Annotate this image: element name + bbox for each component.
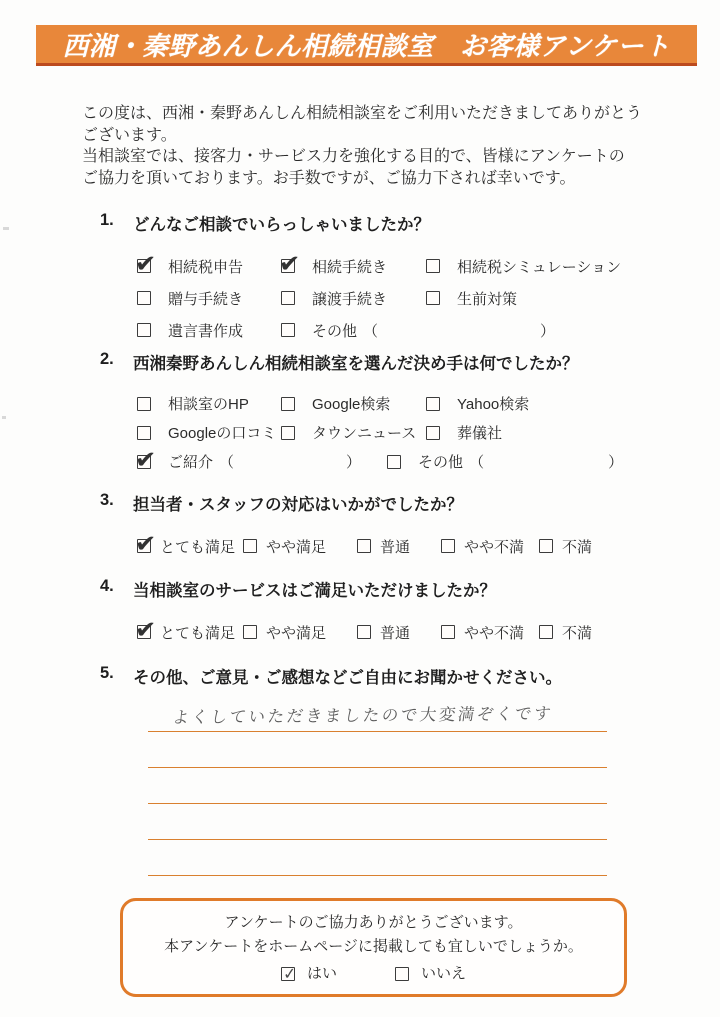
option-label: 遺言書作成 [168, 322, 244, 340]
option-label: 普通 [380, 538, 411, 556]
checkbox[interactable] [134, 528, 157, 559]
answer-line[interactable] [148, 839, 607, 840]
option-label: 普通 [380, 624, 411, 642]
question-4 [0, 577, 720, 647]
checkbox[interactable] [395, 967, 409, 981]
option-label: 譲渡手続き [312, 290, 388, 308]
option-label: はい [306, 965, 337, 982]
checkbox[interactable] [281, 426, 295, 440]
check-mark-icon: ✔ [134, 443, 157, 475]
checkbox[interactable] [134, 443, 157, 475]
checkbox-option[interactable] [441, 536, 539, 557]
paren-close: ） [346, 454, 362, 471]
intro-paragraph [82, 103, 647, 189]
question-2 [0, 350, 720, 476]
question-text: 西湘秦野あんしん相続相談室を選んだ決め手は何でしたか？ [133, 355, 579, 373]
checkbox-option[interactable] [137, 288, 281, 309]
question-4-heading [100, 577, 720, 601]
checkbox-option[interactable] [357, 622, 441, 643]
footer-thanks-text: アンケートのご協力ありがとうございます。 [224, 914, 523, 931]
checkbox-option[interactable] [137, 422, 281, 443]
checkbox-option[interactable] [539, 622, 592, 643]
intro-line: この度は、西湘・秦野あんしん相続相談室をご利用いただきましてありがとう [82, 105, 643, 122]
footer-publish-question: 本アンケートをホームページに掲載しても宜しいでしょうか。 [164, 938, 583, 955]
option-label: やや不満 [464, 624, 525, 642]
question-1-options [134, 248, 720, 346]
option-label: Google検索 [312, 396, 391, 413]
option-label: Googleの口コミ [168, 425, 277, 442]
option-row [137, 389, 720, 418]
checkbox[interactable] [539, 625, 553, 639]
checkbox[interactable] [441, 539, 455, 553]
question-1-heading [100, 211, 720, 235]
option-label: 相続税申告 [168, 258, 244, 276]
option-label: やや満足 [266, 538, 327, 556]
option-label: 相続税シミュレーション [457, 258, 622, 276]
fill-in-blank[interactable] [240, 461, 340, 462]
checkbox[interactable] [426, 397, 440, 411]
check-mark-icon: ✔ [134, 614, 157, 645]
option-row [134, 443, 720, 476]
check-mark-icon: ✔ [134, 528, 157, 559]
checkbox[interactable] [426, 291, 440, 305]
intro-line: 当相談室では、接客力・サービス力を強化する目的で、皆様にアンケートの [82, 148, 625, 165]
scan-artifact [3, 227, 9, 230]
option-label: 葬儀社 [457, 425, 503, 442]
checkbox-option[interactable] [441, 622, 539, 643]
checkbox[interactable] [281, 397, 295, 411]
checkbox[interactable] [243, 625, 257, 639]
checkbox[interactable] [539, 539, 553, 553]
footer-option-no[interactable] [395, 962, 466, 986]
option-label: いいえ [421, 965, 467, 982]
handwritten-comment: よくしていただきましたので大変満ぞくです [171, 705, 555, 727]
checkbox[interactable] [281, 963, 298, 984]
question-2-options [134, 389, 720, 476]
checkbox-option[interactable] [134, 528, 243, 559]
checkbox[interactable] [134, 614, 157, 645]
answer-line[interactable] [148, 875, 607, 876]
checkbox-option-other[interactable] [281, 320, 561, 341]
option-label: ご紹介 [168, 454, 214, 471]
question-text: 当相談室のサービスはご満足いただけましたか？ [133, 582, 496, 600]
checkbox-option[interactable] [281, 288, 426, 309]
checkbox-option[interactable] [426, 422, 502, 443]
checkbox-option[interactable] [539, 536, 592, 557]
option-label: 不満 [562, 624, 593, 642]
checkbox[interactable] [243, 539, 257, 553]
checkbox-option-other[interactable] [387, 451, 629, 472]
question-number: 5. [100, 664, 114, 682]
checkbox-option[interactable] [137, 320, 281, 341]
option-label: 相談室のHP [168, 396, 249, 413]
option-row [137, 282, 720, 314]
checkbox[interactable] [137, 323, 151, 337]
checkbox[interactable] [281, 291, 295, 305]
checkbox-option[interactable] [426, 393, 529, 414]
checkbox[interactable] [137, 426, 151, 440]
checkbox-option[interactable] [278, 248, 426, 279]
checkbox[interactable] [137, 291, 151, 305]
footer-box [120, 898, 627, 997]
fill-in-blank[interactable] [490, 461, 602, 462]
checkbox[interactable] [137, 397, 151, 411]
paren-open: （ [363, 322, 379, 340]
footer-options [123, 962, 624, 986]
footer-option-yes[interactable] [281, 962, 337, 986]
checkbox-option[interactable] [243, 536, 357, 557]
question-text: 担当者・スタッフの対応はいかがでしたか？ [133, 496, 463, 514]
scan-artifact [2, 416, 6, 419]
question-text: その他、ご意見・ご感想などご自由にお聞かせください。 [133, 669, 562, 687]
paren-open: （ [219, 454, 235, 471]
question-number: 1. [100, 211, 114, 229]
question-number: 4. [100, 577, 114, 595]
option-label: とても満足 [160, 624, 236, 642]
option-label: 贈与手続き [168, 290, 244, 308]
checkbox[interactable] [426, 259, 440, 273]
option-label: タウンニュース [312, 425, 417, 442]
question-1 [0, 211, 720, 346]
checkbox-option[interactable] [426, 256, 621, 277]
paren-open: （ [469, 454, 485, 471]
option-label: やや不満 [464, 538, 525, 556]
answer-line[interactable] [148, 731, 607, 732]
option-row [137, 314, 720, 346]
checkbox-option[interactable] [426, 288, 517, 309]
checkbox-option[interactable] [357, 536, 441, 557]
checkbox-option-referral[interactable] [134, 443, 367, 475]
checkbox-option[interactable] [137, 393, 281, 414]
paren-close: ） [608, 454, 624, 471]
checkbox-option[interactable] [281, 422, 426, 443]
question-5-heading [100, 664, 720, 688]
page-title: 西湘・秦野あんしん相続相談室 お客様アンケート [62, 30, 671, 61]
option-label: その他 [418, 454, 464, 471]
option-label: やや満足 [266, 624, 327, 642]
question-3-heading [100, 491, 720, 515]
checkbox[interactable] [387, 455, 401, 469]
question-3 [0, 491, 720, 561]
checkbox[interactable] [357, 539, 371, 553]
question-number: 3. [100, 491, 114, 509]
option-label: 生前対策 [457, 290, 518, 308]
checkbox[interactable] [357, 625, 371, 639]
paren-close: ） [540, 322, 556, 340]
checkbox[interactable] [278, 248, 301, 279]
checkbox[interactable] [426, 426, 440, 440]
answer-line[interactable] [148, 803, 607, 804]
question-2-heading [100, 350, 720, 374]
checkbox[interactable] [281, 323, 295, 337]
option-row [137, 418, 720, 447]
check-mark-icon: ✔ [134, 248, 157, 279]
checkbox[interactable] [134, 248, 157, 279]
question-3-options [134, 528, 720, 561]
checkbox[interactable] [441, 625, 455, 639]
question-4-options [134, 614, 720, 647]
checkbox-option[interactable] [243, 622, 357, 643]
option-label: Yahoo検索 [457, 396, 530, 413]
option-label: とても満足 [160, 538, 236, 556]
survey-title-banner [36, 25, 697, 66]
question-5 [0, 664, 720, 688]
intro-line: ご協力を頂いております。お手数ですが、ご協力下されば幸いです。 [82, 169, 576, 187]
option-label: 相続手続き [312, 258, 388, 276]
checkbox-option[interactable] [134, 614, 243, 645]
fill-in-blank[interactable] [384, 330, 534, 331]
checkbox-option[interactable] [134, 248, 281, 279]
question-text: どんなご相談でいらっしゃいましたか？ [133, 216, 430, 234]
check-mark-icon: ✓ [282, 963, 298, 984]
option-label: その他 [312, 322, 358, 340]
option-label: 不満 [562, 538, 593, 556]
intro-line: ございます。 [82, 126, 177, 144]
question-number: 2. [100, 350, 114, 368]
checkbox-option[interactable] [281, 393, 426, 414]
answer-line[interactable] [148, 767, 607, 768]
check-mark-icon: ✔ [278, 248, 301, 279]
option-row [134, 248, 720, 282]
